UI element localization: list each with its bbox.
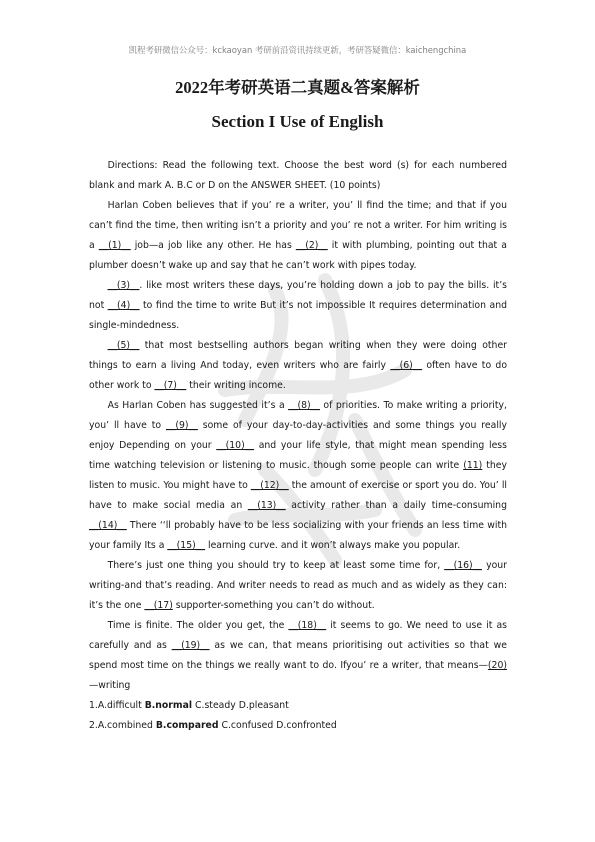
paragraph-4 [89,396,507,556]
text-run: job—a job like any other. He has [130,240,296,251]
option-row-2 [89,716,507,736]
blank-5: __(5)__ [107,340,140,351]
blank-19: __(19)__ [171,640,210,651]
text-run: often have to do other work to [89,360,508,391]
blank-13: __(13)__ [247,500,286,511]
text-run: learning curve. and it won’t always make you popular. [205,540,461,551]
blank-20: (20) [487,660,507,671]
text-run: some of your day-to-day-activities and some things you really enjoy Depending on your [89,420,507,451]
paragraph-6 [89,616,507,696]
text-run: your writing-and that’s reading. And writer needs to read as much and as widely as they can: it’s the one [89,560,507,611]
text-run: and your life style, that might mean spending less time watching television or listening to music. though some people can write [89,440,507,471]
paragraph-2 [89,276,507,336]
blank-15: __(15)__ [167,540,206,551]
option-b: B.compared [155,720,219,731]
text-run: it with plumbing, pointing out that a plumber doesn’t wake up and say that he can’t work with pipes today. [89,240,507,271]
text-run: it seems to go. We need to use it as carefully and as [89,620,507,651]
blank-10: __(10)__ [216,440,254,451]
option-a: A.combined [97,720,156,731]
text-run: activity rather than a daily time-consuming [285,500,507,511]
blank-16: __(16)__ [444,560,482,571]
blank-1: __(1)__ [98,240,131,251]
blank-8: __(8)__ [288,400,320,411]
blank-7: __(7)__ [154,380,187,391]
paragraph-3 [89,336,507,396]
text-run: Time is finite. The older you get, the [107,620,289,631]
text-run: that most bestselling authors began writing when they were doing other things to earn a living And today, even writers who are fairly [89,340,507,371]
article-body [89,156,507,736]
option-c: C.confused [218,720,277,731]
blank-6: __(6)__ [390,360,423,371]
option-number: 1. [89,700,98,711]
text-run: of priorities. To make writing a priority, you’ ll have to [89,400,507,431]
text-run: As Harlan Coben has suggested it’s a [107,400,289,411]
section-heading: Section I Use of English [211,112,384,131]
text-run: Harlan Coben believes that if you’ re a writer, you’ ll find the time; and that if you can’t find the time, then writing isn’t a priority and you’ re not a writer. For him writing is a [89,200,507,251]
text-run: There ‘‘ll probably have to be less socializing with your friends an less time with your family Its a [89,520,507,551]
page-title: 2022年考研英语二真题&答案解析 [175,78,420,97]
blank-3: __(3)__ [107,280,140,291]
directions-paragraph: Directions: Read the following text. Choose the best word (s) for each numbered blank and mark A. B.C or D on the ANSWER SHEET. (10 points) [89,160,507,191]
option-c: C.steady [192,700,239,711]
option-a: A.difficult [97,700,145,711]
text-run: as we can, that means prioritising out activities so that we spend most time on the things we really want to do. Ifyou’ re a writer, that means— [89,640,507,671]
text-run: —writing [89,680,131,691]
text-run: the amount of exercise or sport you do. You’ ll have to make social media an [89,480,507,511]
blank-14: __(14)__ [89,520,127,531]
header-notice: 凯程考研微信公众号：kckaoyan 考研前沿资讯持续更新，考研答疑微信：kaichengchina [128,45,467,55]
option-row-1 [89,696,507,716]
option-b: B.normal [144,700,193,711]
text-run: their writing income. [186,380,286,391]
blank-17: __(17) [144,600,173,611]
paragraph-1 [89,196,507,276]
text-run: . like most writers these days, you’re holding down a job to pay the bills. it’s not [89,280,507,311]
text-run: There’s just one thing you should try to keep at least some time for, [107,560,445,571]
blank-2: __(2)__ [295,240,328,251]
option-d: D.confronted [276,720,337,731]
blank-9: __(9)__ [166,420,198,431]
blank-11: (11) [463,460,483,471]
option-number: 2. [89,720,98,731]
blank-12: __(12)__ [250,480,289,491]
text-run: supporter-something you can’t do without. [172,600,375,611]
blank-4: __(4)__ [107,300,140,311]
text-run: they listen to music. You might have to [89,460,507,491]
blank-18: __(18)__ [288,620,327,631]
text-run: to find the time to write But it’s not impossible It requires determination and single-mindedness. [89,300,507,331]
option-d: D.pleasant [238,700,289,711]
paragraph-5 [89,556,507,616]
